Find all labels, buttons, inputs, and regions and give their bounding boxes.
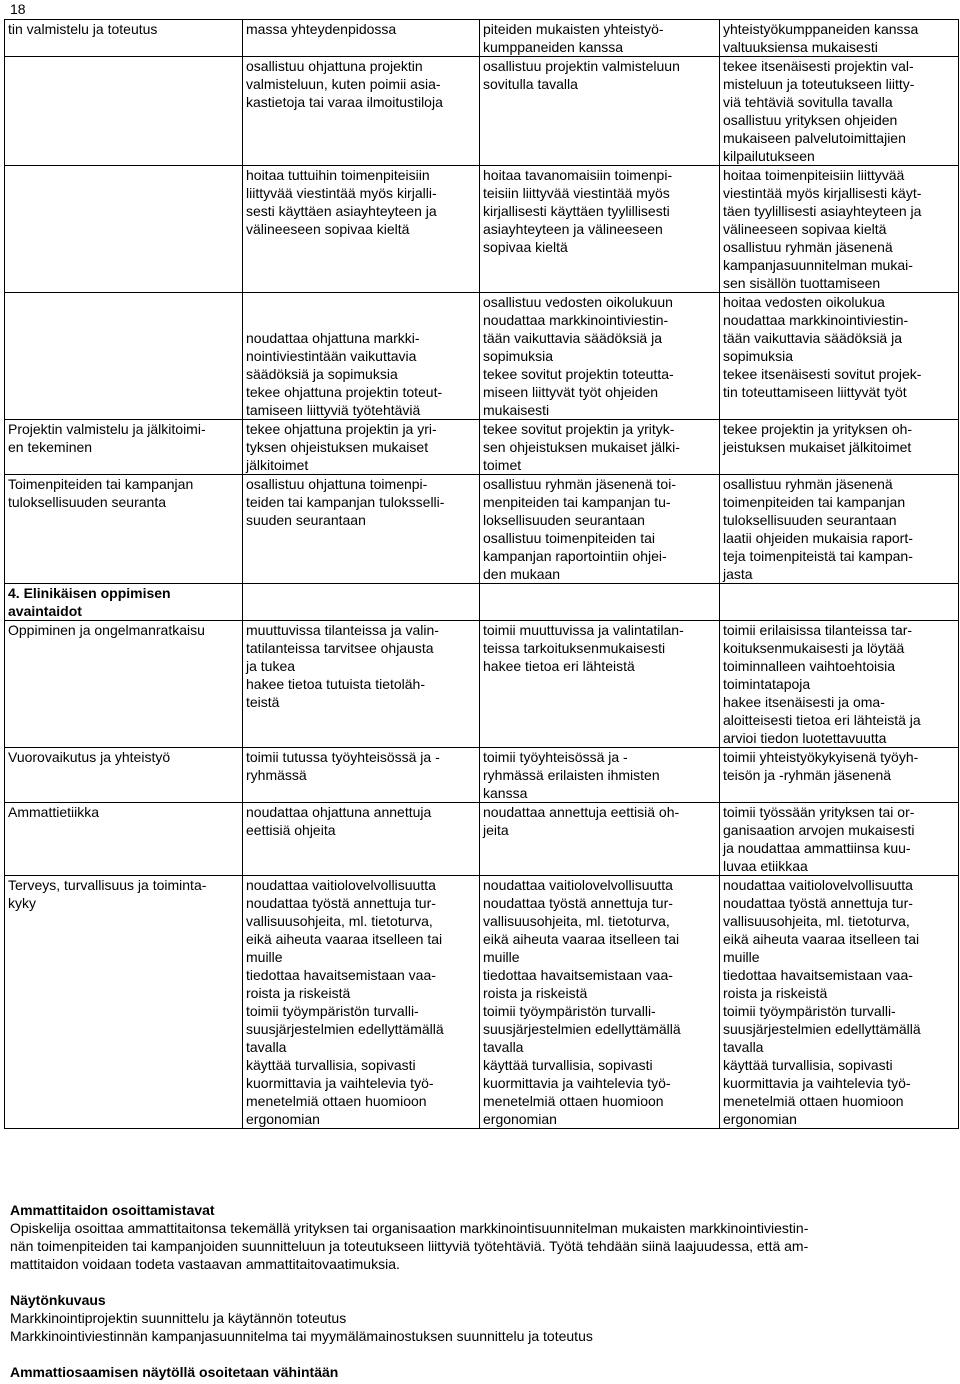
cell-text: noudattaa vaitiolovelvollisuutta [723, 877, 913, 893]
cell-text: osallistuu ryhmän jäsenenä toimenpiteiden tai kampanjan tuloksellisuuden seurantaan [723, 476, 906, 528]
table-cell-c4 [720, 420, 959, 475]
cell-text: muuttuvissa tilanteissa ja valin- tatilanteissa tarvitsee ohjausta ja tukea [246, 622, 439, 674]
cell-text: tekee ohjattuna projektin ja yri- tyksen ohjeistuksen mukaiset jälkitoimet [246, 421, 437, 473]
section-cell [5, 584, 243, 621]
header-cell [480, 20, 720, 57]
cell-text: osallistuu vedosten oikolukuun [483, 294, 673, 310]
cell-text: hakee tietoa tutuista tietoläh- teistä [246, 676, 426, 710]
cell-text: hoitaa tavanomaisiin toimenpi- teisiin liittyvää viestintää myös kirjallisesti käyttäen tyylillisesti asiayhteyteen ja välineeseen sopivaa kieltä [483, 167, 673, 255]
table-cell-c2 [243, 166, 480, 293]
header-cell [720, 20, 959, 57]
table-row [5, 803, 959, 876]
table-cell-c4 [720, 621, 959, 748]
table-row [5, 293, 959, 420]
table-cell-c1 [5, 876, 243, 1129]
cell-text: Ammattietiikka [8, 804, 100, 820]
cell-text: tekee projektin ja yrityksen oh- jeistuksen mukaiset jälkitoimet [723, 421, 913, 455]
table-cell-c2 [243, 57, 480, 166]
table-cell-c4 [720, 293, 959, 420]
cell-text: Oppiminen ja ongelmanratkaisu [8, 622, 205, 638]
table-cell-c3 [480, 475, 720, 584]
cell-text: toimii työympäristön turvalli- suusjärjestelmien edellyttämällä tavalla [483, 1003, 681, 1055]
table-row [5, 748, 959, 803]
cell-text: Toimenpiteiden tai kampanjan tuloksellisuuden seuranta [8, 476, 194, 510]
cell-text: noudattaa ohjattuna annettuja eettisiä ohjeita [246, 804, 432, 838]
section-title: 4. Elinikäisen oppimisen avaintaidot [8, 585, 171, 619]
cell-text: Terveys, turvallisuus ja toiminta- kyky [8, 877, 207, 911]
table-cell-c1 [5, 293, 243, 420]
cell-text: toimii erilaisissa tilanteissa tar- koituksenmukaisesti ja löytää toiminnalleen vaihtoehtoisia toimintatapoja [723, 622, 913, 692]
table-cell-c2 [243, 293, 480, 420]
table-cell-c2 [243, 621, 480, 748]
table-cell-c3 [480, 748, 720, 803]
cell-text: tiedottaa havaitsemistaan vaa- roista ja riskeistä [483, 967, 673, 1001]
header-cell [5, 20, 243, 57]
table-row [5, 621, 959, 748]
table-cell-c1 [5, 475, 243, 584]
table-row [5, 876, 959, 1129]
cell-text: toimii yhteistyökykyisenä työyh- teisön ja -ryhmän jäsenenä [723, 749, 919, 783]
table-cell-c1 [5, 420, 243, 475]
table-cell-c4 [720, 803, 959, 876]
table-header-row [5, 20, 959, 57]
cell-text: Projektin valmistelu ja jälkitoimi- en tekeminen [8, 421, 206, 455]
table-cell-c1 [5, 166, 243, 293]
cell-text: noudattaa vaitiolovelvollisuutta [483, 877, 673, 893]
cell-text: Vuorovaikutus ja yhteistyö [8, 749, 171, 765]
cell-text: noudattaa ohjattuna markki- nointiviestintään vaikuttavia säädöksiä ja sopimuksia [246, 330, 420, 382]
cell-text: hakee tietoa eri lähteistä [483, 658, 635, 674]
table-cell-c2 [243, 803, 480, 876]
cell-text: toimii työyhteisössä ja - ryhmässä erilaisten ihmisten kanssa [483, 749, 660, 801]
table-cell-c3 [480, 293, 720, 420]
cell-text: osallistuu toimenpiteiden tai kampanjan raportointiin ohjei- den mukaan [483, 530, 667, 582]
table-cell-c4 [720, 475, 959, 584]
table-cell-c3 [480, 803, 720, 876]
cell-text: noudattaa työstä annettuja tur- vallisuusohjeita, ml. tietoturva, eikä aiheuta vaaraa itselleen tai muille [723, 895, 920, 965]
table-cell-c2 [243, 420, 480, 475]
bottom-section [10, 1201, 950, 1381]
cell-text: tekee sovitut projektin ja yrityk- sen ohjeistuksen mukaiset jälki- toimet [483, 421, 680, 473]
demonstration-methods-text: Opiskelija osoittaa ammattitaitonsa tekemällä yrityksen tai organisaation markkinointisuunnitelman mukaisten markkinointiviestin- nän toimenpiteiden tai kampanjoiden suunnitteluun ja toteutukseen liittyviä työtehtäviä. Työtä tehdään siinä laajuudessa, että am- mattitaidon voidaan todeta vastaavan ammattitaitovaatimuksia. [10, 1220, 809, 1272]
cell-text: tekee itsenäisesti sovitut projek- tin toteuttamiseen liittyvät työt [723, 366, 922, 400]
table-cell-c1 [5, 57, 243, 166]
cell-text: noudattaa vaitiolovelvollisuutta [246, 877, 436, 893]
cell-text: noudattaa annettuja eettisiä oh- jeita [483, 804, 680, 838]
blank-line [246, 293, 476, 311]
description-line-1: Markkinointiprojektin suunnittelu ja käytännön toteutus [10, 1310, 347, 1326]
cell-text: tekee itsenäisesti projektin val- misteluun ja toteutukseen liitty- viä tehtäviä sovitulla tavalla [723, 58, 915, 110]
cell-text: tiedottaa havaitsemistaan vaa- roista ja riskeistä [723, 967, 913, 1001]
cell-text: noudattaa markkinointiviestin- tään vaikuttavia säädöksiä ja sopimuksia [723, 312, 909, 364]
cell-text: käyttää turvallisia, sopivasti kuormittavia ja vaihtelevia työ- menetelmiä ottaen huomioon ergonomian [246, 1057, 434, 1127]
header-text: massa yhteydenpidossa [246, 21, 397, 37]
cell-text: osallistuu yrityksen ohjeiden mukaiseen palvelutoimittajien kilpailutukseen [723, 112, 906, 164]
cell-text: noudattaa työstä annettuja tur- vallisuusohjeita, ml. tietoturva, eikä aiheuta vaaraa itselleen tai muille [246, 895, 443, 965]
cell-text: hakee itsenäisesti ja oma- aloitteisesti tietoa eri lähteistä ja arvioi tiedon luotettavuutta [723, 694, 921, 746]
cell-text: käyttää turvallisia, sopivasti kuormittavia ja vaihtelevia työ- menetelmiä ottaen huomioon ergonomian [483, 1057, 671, 1127]
description-line-2: Markkinointiviestinnän kampanjasuunnitelma tai myymälämainostuksen suunnittelu ja toteutus [10, 1328, 593, 1344]
page-number: 18 [10, 1, 26, 17]
table-cell-c3 [480, 621, 720, 748]
cell-text: käyttää turvallisia, sopivasti kuormittavia ja vaihtelevia työ- menetelmiä ottaen huomioon ergonomian [723, 1057, 911, 1127]
cell-text: osallistuu ohjattuna toimenpi- teiden tai kampanjan tuloksselli- suuden seurantaan [246, 476, 445, 528]
table-row [5, 166, 959, 293]
cell-text: noudattaa työstä annettuja tur- vallisuusohjeita, ml. tietoturva, eikä aiheuta vaaraa itselleen tai muille [483, 895, 680, 965]
cell-text: osallistuu ryhmän jäsenenä toi- menpiteiden tai kampanjan tu- loksellisuuden seurantaan [483, 476, 676, 528]
cell-text: osallistuu ohjattuna projektin valmisteluun, kuten poimii asia- kastietoja tai varaa ilmoitustiloja [246, 58, 443, 110]
cell-text: tiedottaa havaitsemistaan vaa- roista ja riskeistä [246, 967, 436, 1001]
table-cell-c4 [720, 876, 959, 1129]
header-text: piteiden mukaisten yhteistyö- kumppaneiden kanssa [483, 21, 664, 55]
table-row [5, 57, 959, 166]
empty-cell [720, 584, 959, 621]
assessment-table [4, 19, 959, 1129]
table-cell-c2 [243, 475, 480, 584]
cell-text: toimii tutussa työyhteisössä ja - ryhmässä [246, 749, 440, 783]
table-cell-c4 [720, 57, 959, 166]
empty-cell [480, 584, 720, 621]
section-row [5, 584, 959, 621]
table-cell-c1 [5, 803, 243, 876]
heading-demonstration-description: Näytönkuvaus [10, 1292, 106, 1308]
table-cell-c4 [720, 166, 959, 293]
cell-text: laatii ohjeiden mukaisia raport- teja toimenpiteistä tai kampan- jasta [723, 530, 913, 582]
header-text: tin valmistelu ja toteutus [8, 21, 158, 37]
table-cell-c4 [720, 748, 959, 803]
header-cell [243, 20, 480, 57]
cell-text: osallistuu projektin valmisteluun sovitulla tavalla [483, 58, 680, 92]
heading-demonstration-methods: Ammattitaidon osoittamistavat [10, 1202, 215, 1218]
cell-text: hoitaa toimenpiteisiin liittyvää viestintää myös kirjallisesti käyt- täen tyylillisesti asiayhteyteen ja välineeseen sopivaa kieltä [723, 167, 922, 237]
cell-text: hoitaa vedosten oikolukua [723, 294, 885, 310]
cell-text: toimii työympäristön turvalli- suusjärjestelmien edellyttämällä tavalla [246, 1003, 444, 1055]
empty-cell [243, 584, 480, 621]
table-cell-c3 [480, 166, 720, 293]
table-cell-c3 [480, 420, 720, 475]
cell-text: toimii työssään yrityksen tai or- ganisaation arvojen mukaisesti ja noudattaa ammattiinsa kuu- luvaa etiikkaa [723, 804, 915, 874]
table-cell-c1 [5, 748, 243, 803]
blank-line [246, 311, 476, 329]
table-cell-c2 [243, 748, 480, 803]
header-text: yhteistyökumppaneiden kanssa valtuuksiensa mukaisesti [723, 21, 919, 55]
cell-text: osallistuu ryhmän jäsenenä kampanjasuunnitelman mukai- sen sisällön tuottamiseen [723, 239, 913, 291]
table-cell-c1 [5, 621, 243, 748]
cell-text: tekee ohjattuna projektin toteut- tamiseen liittyviä työtehtäviä [246, 384, 443, 418]
heading-professional-competence: Ammattiosaamisen näytöllä osoitetaan vähintään [10, 1364, 339, 1380]
cell-text: hoitaa tuttuihin toimenpiteisiin liittyvää viestintää myös kirjalli- sesti käyttäen asiayhteyteen ja välineeseen sopivaa kieltä [246, 167, 437, 237]
table-cell-c2 [243, 876, 480, 1129]
table-cell-c3 [480, 57, 720, 166]
cell-text: noudattaa markkinointiviestin- tään vaikuttavia säädöksiä ja sopimuksia [483, 312, 669, 364]
table-row [5, 475, 959, 584]
cell-text: tekee sovitut projektin toteutta- miseen liittyvät työt ohjeiden mukaisesti [483, 366, 674, 418]
table-cell-c3 [480, 876, 720, 1129]
table-row [5, 420, 959, 475]
cell-text: toimii muuttuvissa ja valintatilan- teissa tarkoituksenmukaisesti [483, 622, 684, 656]
cell-text: toimii työympäristön turvalli- suusjärjestelmien edellyttämällä tavalla [723, 1003, 921, 1055]
